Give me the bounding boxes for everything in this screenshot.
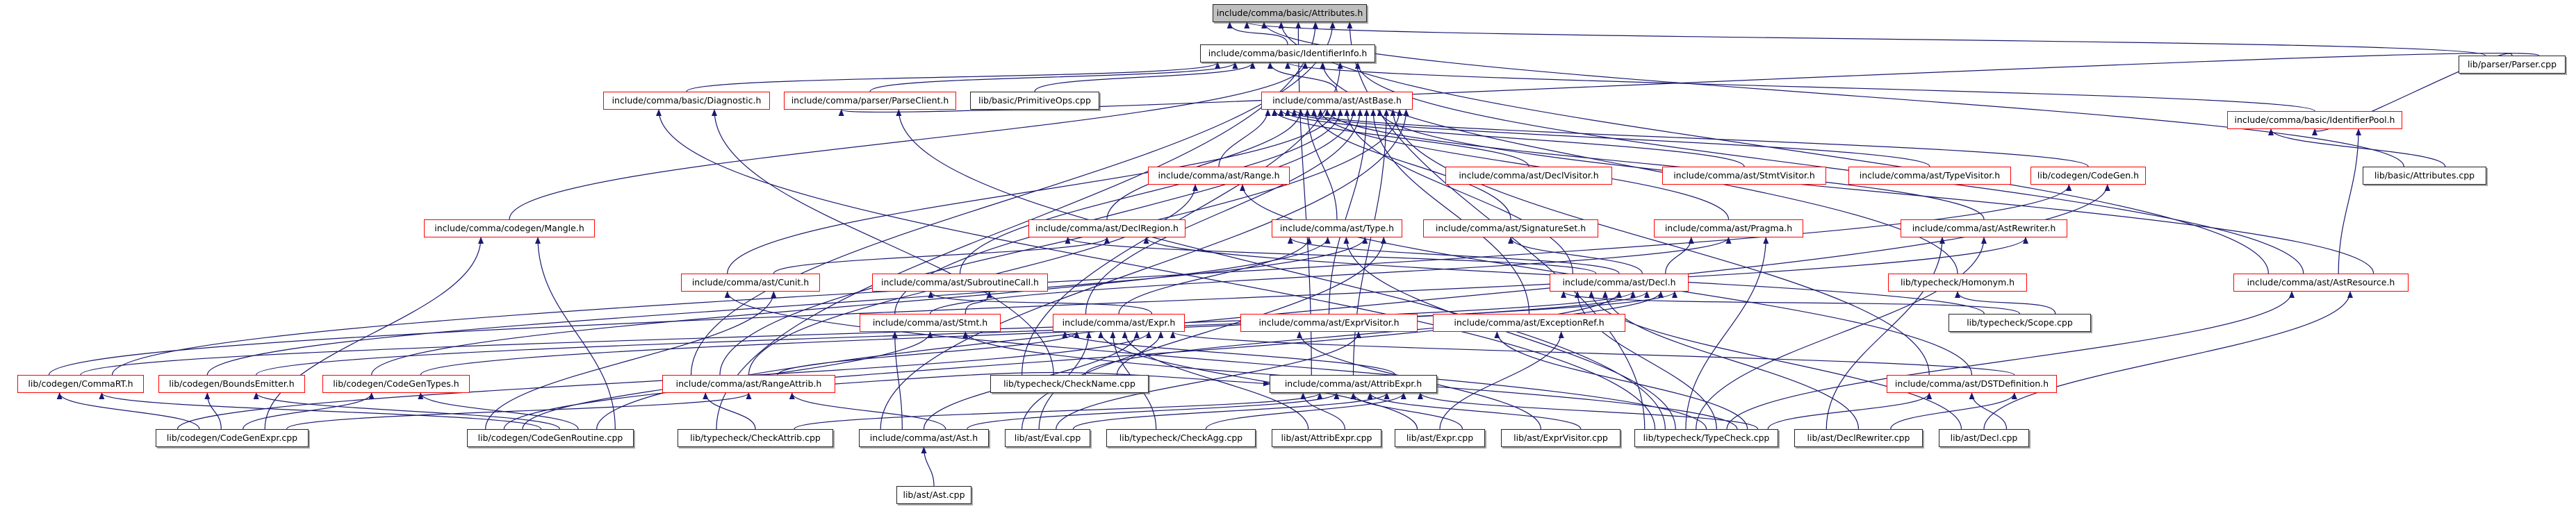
- graph-node-declrewriter_cpp[interactable]: lib/ast/DeclRewriter.cpp: [1794, 429, 1923, 447]
- edge-scope_cpp-to-homonym_h: [1958, 292, 2056, 314]
- graph-node-primitiveops_cpp[interactable]: lib/basic/PrimitiveOps.cpp: [970, 92, 1099, 110]
- graph-node-attributes_cpp[interactable]: lib/basic/Attributes.cpp: [2363, 167, 2486, 185]
- graph-node-checkagg_cpp[interactable]: lib/typecheck/CheckAgg.cpp: [1106, 429, 1256, 447]
- graph-node-cunit_h[interactable]: include/comma/ast/Cunit.h: [681, 274, 820, 292]
- graph-node-exprvisitor_h[interactable]: include/comma/ast/ExprVisitor.h: [1240, 314, 1418, 332]
- graph-node-attribexpr_h[interactable]: include/comma/ast/AttribExpr.h: [1270, 375, 1437, 393]
- graph-node-identifierinfo_h[interactable]: include/comma/basic/IdentifierInfo.h: [1200, 44, 1375, 62]
- graph-node-checkattrib_cpp[interactable]: lib/typecheck/CheckAttrib.cpp: [678, 429, 833, 447]
- graph-node-astbase_h[interactable]: include/comma/ast/AstBase.h: [1261, 92, 1413, 110]
- edge-dstdefinition_h-to-astbase_h: [1393, 110, 1930, 375]
- graph-node-attribexpr_cpp[interactable]: lib/ast/AttribExpr.cpp: [1272, 429, 1381, 447]
- edge-rangeattrib_h-to-attributes_h: [691, 22, 1333, 375]
- root-node-attributes_h[interactable]: include/comma/basic/Attributes.h: [1213, 4, 1367, 22]
- graph-node-boundsemitter_h[interactable]: lib/codegen/BoundsEmitter.h: [158, 375, 305, 393]
- edge-codegenexpr_cpp-to-rangeattrib_h: [287, 393, 749, 429]
- edge-expr_cpp-to-attribexpr_h: [1354, 393, 1463, 429]
- edge-commart_h-to-codegen_h: [113, 185, 2069, 375]
- graph-node-parser_cpp[interactable]: lib/parser/Parser.cpp: [2459, 56, 2566, 74]
- edge-boundsemitter_h-to-type_h: [207, 237, 1365, 375]
- edge-stmtvisitor_h-to-astbase_h: [1281, 110, 1744, 167]
- graph-node-eval_cpp[interactable]: lib/ast/Eval.cpp: [1005, 429, 1090, 447]
- edge-primitiveops_cpp-to-identifierinfo_h: [1035, 62, 1253, 92]
- edge-expr_h-to-astbase_h: [1086, 110, 1361, 314]
- graph-node-rangeattrib_h[interactable]: include/comma/ast/RangeAttrib.h: [662, 375, 835, 393]
- edge-typecheck_cpp-to-exceptionref_h: [1497, 332, 1747, 429]
- edge-checkname_cpp-to-decl_h: [1085, 292, 1661, 375]
- edge-checkattrib_cpp-to-attributes_h: [716, 22, 1315, 429]
- graph-node-decl_h[interactable]: include/comma/ast/Decl.h: [1550, 274, 1689, 292]
- graph-node-exprvisitor_cpp[interactable]: lib/ast/ExprVisitor.cpp: [1501, 429, 1621, 447]
- edge-decl_cpp-to-dstdefinition_h: [1972, 393, 2007, 429]
- edge-commart_h-to-decl_h: [81, 292, 1633, 375]
- edge-codegentypes_h-to-type_h: [372, 237, 1328, 375]
- edge-astresource_h-to-identifierpool_h: [2338, 129, 2358, 274]
- graph-node-expr_h[interactable]: include/comma/ast/Expr.h: [1053, 314, 1185, 332]
- graph-node-declvisitor_h[interactable]: include/comma/ast/DeclVisitor.h: [1445, 167, 1612, 185]
- edge-signatureset_h-to-astbase_h: [1314, 110, 1511, 219]
- graph-node-signatureset_h[interactable]: include/comma/ast/SignatureSet.h: [1423, 219, 1598, 237]
- graph-node-codegenroutine_cpp[interactable]: lib/codegen/CodeGenRoutine.cpp: [467, 429, 634, 447]
- graph-node-stmtvisitor_h[interactable]: include/comma/ast/StmtVisitor.h: [1662, 167, 1826, 185]
- graph-node-commart_h[interactable]: lib/codegen/CommaRT.h: [17, 375, 144, 393]
- graph-node-identifierpool_h[interactable]: include/comma/basic/IdentifierPool.h: [2227, 111, 2402, 129]
- edge-codegenroutine_cpp-to-commart_h: [101, 393, 541, 429]
- graph-node-range_h[interactable]: include/comma/ast/Range.h: [1148, 167, 1290, 185]
- graph-node-scope_cpp[interactable]: lib/typecheck/Scope.cpp: [1949, 314, 2091, 332]
- edge-declvisitor_h-to-astbase_h: [1274, 110, 1529, 167]
- graph-node-mangle_h[interactable]: include/comma/codegen/Mangle.h: [424, 219, 595, 237]
- edge-checkname_cpp-to-diagnostic_h: [714, 110, 1053, 375]
- edge-range_h-to-astbase_h: [1219, 110, 1268, 167]
- edge-parser_cpp-to-attributes_h: [1247, 22, 2485, 56]
- edge-codegenexpr_cpp-to-commart_h: [60, 393, 199, 429]
- edge-declregion_h-to-astbase_h: [1107, 110, 1301, 219]
- edge-declrewriter_cpp-to-dstdefinition_h: [1891, 393, 2015, 429]
- edge-codegenroutine_cpp-to-cunit_h: [486, 292, 774, 429]
- graph-node-astresource_h[interactable]: include/comma/ast/AstResource.h: [2233, 274, 2409, 292]
- edge-pragma_h-to-astbase_h: [1320, 110, 1728, 219]
- graph-node-subroutinecall_h[interactable]: include/comma/ast/SubroutineCall.h: [872, 274, 1048, 292]
- graph-node-dstdefinition_h[interactable]: include/comma/ast/DSTDefinition.h: [1887, 375, 2057, 393]
- graph-node-checkname_cpp[interactable]: lib/typecheck/CheckName.cpp: [990, 375, 1149, 393]
- graph-node-codegenexpr_cpp[interactable]: lib/codegen/CodeGenExpr.cpp: [156, 429, 309, 447]
- graph-node-typecheck_cpp[interactable]: lib/typecheck/TypeCheck.cpp: [1634, 429, 1778, 447]
- graph-node-ast_cpp[interactable]: lib/ast/Ast.cpp: [896, 486, 971, 504]
- graph-node-stmt_h[interactable]: include/comma/ast/Stmt.h: [860, 314, 1001, 332]
- graph-node-expr_cpp[interactable]: lib/ast/Expr.cpp: [1395, 429, 1485, 447]
- graph-node-astrewriter_h[interactable]: include/comma/ast/AstRewriter.h: [1901, 219, 2067, 237]
- edge-dstdefinition_h-to-expr_h: [1173, 332, 2015, 375]
- graph-node-ast_h[interactable]: include/comma/ast/Ast.h: [859, 429, 989, 447]
- edge-codegenexpr_cpp-to-boundsemitter_h: [207, 393, 221, 429]
- edge-exprvisitor_cpp-to-attribexpr_h: [1370, 393, 1581, 429]
- graph-node-pragma_h[interactable]: include/comma/ast/Pragma.h: [1654, 219, 1803, 237]
- edge-checkattrib_cpp-to-attribexpr_h: [794, 393, 1320, 429]
- graph-node-declregion_h[interactable]: include/comma/ast/DeclRegion.h: [1028, 219, 1186, 237]
- edge-ast_cpp-to-ast_h: [924, 447, 935, 486]
- graph-node-diagnostic_h[interactable]: include/comma/basic/Diagnostic.h: [603, 92, 770, 110]
- edge-identifierinfo_h-to-attributes_h: [1230, 22, 1288, 44]
- edge-parseclient_h-to-identifierinfo_h: [870, 62, 1235, 92]
- graph-node-homonym_h[interactable]: lib/typecheck/Homonym.h: [1888, 274, 2027, 292]
- graph-node-exceptionref_h[interactable]: include/comma/ast/ExceptionRef.h: [1433, 314, 1625, 332]
- edge-codegenroutine_cpp-to-codegentypes_h: [420, 393, 578, 429]
- edge-codegenexpr_cpp-to-codegentypes_h: [243, 393, 372, 429]
- graph-node-decl_cpp[interactable]: lib/ast/Decl.cpp: [1939, 429, 2029, 447]
- edge-commart_h-to-astrewriter_h: [49, 237, 2026, 375]
- edge-typecheck_cpp-to-astrewriter_h: [1696, 237, 1984, 429]
- graph-node-codegen_h[interactable]: lib/codegen/CodeGen.h: [2031, 167, 2146, 185]
- edge-expr_h-to-type_h: [1119, 237, 1309, 314]
- graph-node-type_h[interactable]: include/comma/ast/Type.h: [1272, 219, 1402, 237]
- graph-node-codegentypes_h[interactable]: lib/codegen/CodeGenTypes.h: [322, 375, 470, 393]
- edge-scope_cpp-to-decl_h: [1564, 292, 2020, 314]
- edge-identifierpool_h-to-identifierinfo_h: [1288, 62, 2315, 111]
- edge-codegenexpr_cpp-to-mangle_h: [265, 237, 481, 429]
- edge-expr_cpp-to-exceptionref_h: [1440, 332, 1561, 429]
- graph-node-typevisitor_h[interactable]: include/comma/ast/TypeVisitor.h: [1848, 167, 2011, 185]
- edge-typecheck_cpp-to-dstdefinition_h: [1768, 393, 1929, 429]
- edge-decl_cpp-to-astresource_h: [1984, 292, 2350, 429]
- graph-node-parseclient_h[interactable]: include/comma/parser/ParseClient.h: [784, 92, 956, 110]
- edge-subroutinecall_h-to-astbase_h: [960, 110, 1340, 274]
